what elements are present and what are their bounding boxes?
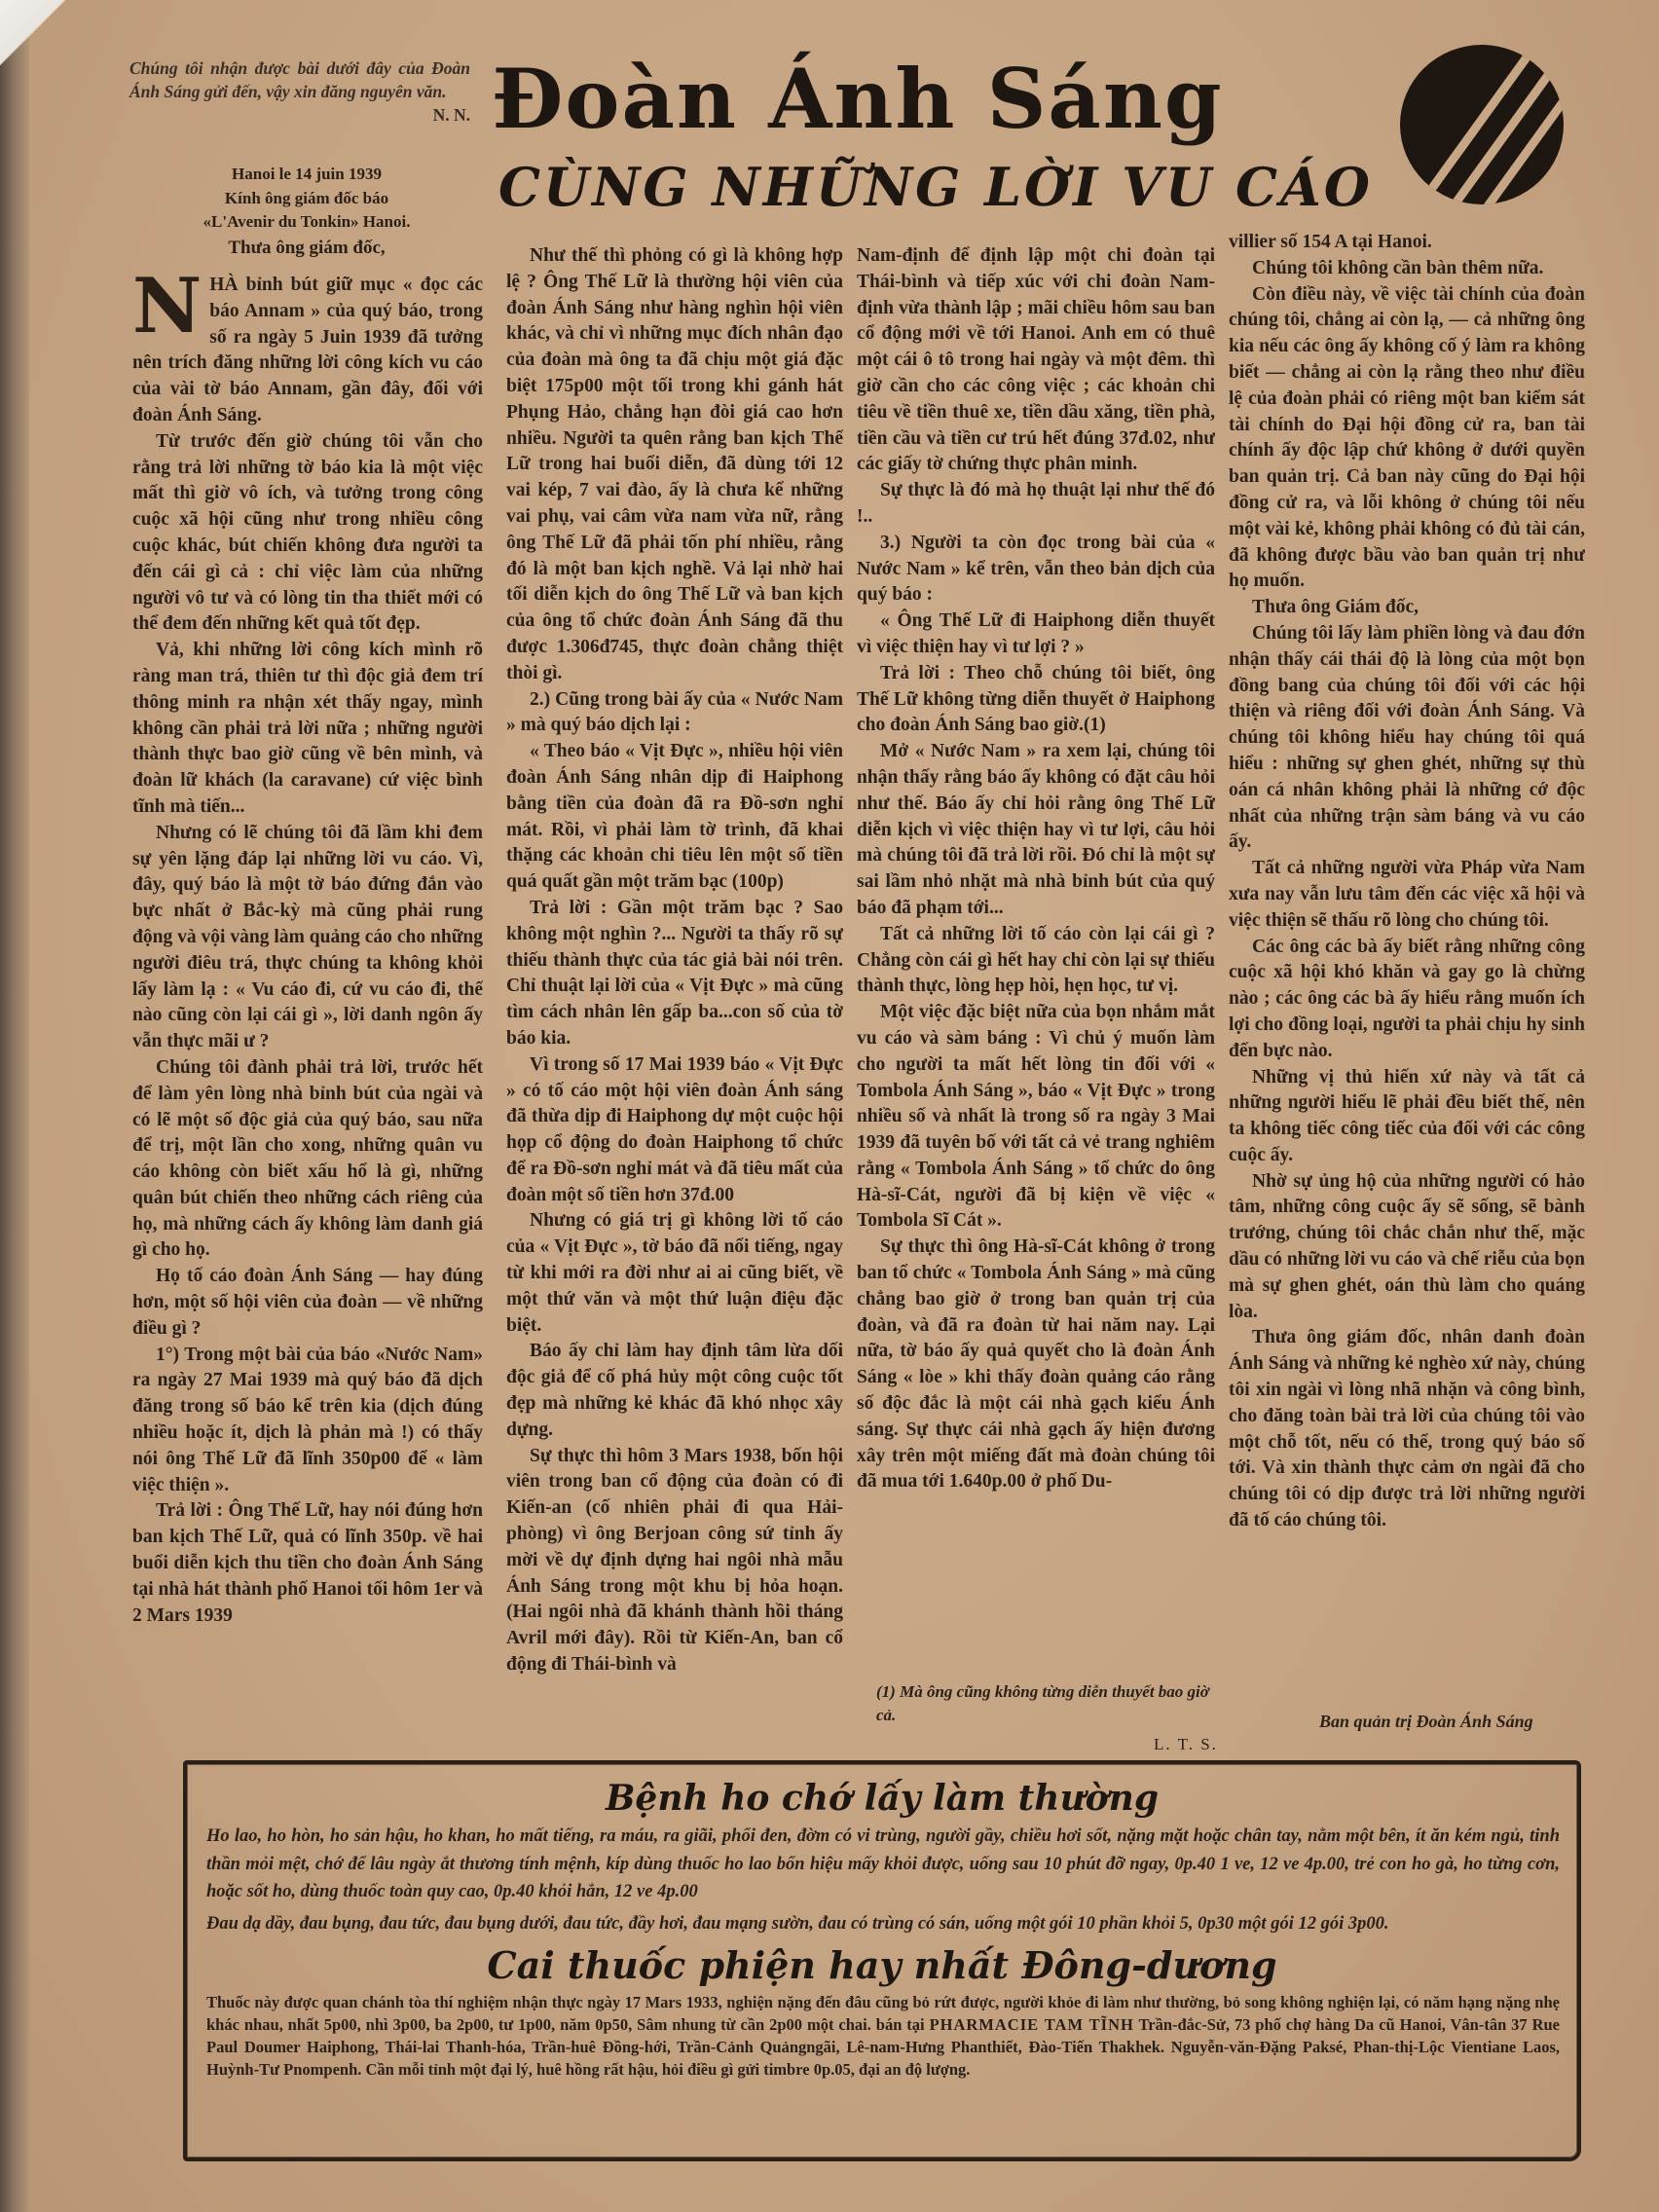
paragraph: « Ông Thế Lữ đi Haiphong diễn thuyết vì việc thiện hay vì tư lợi ? » [857,610,1215,657]
paragraph: Trả lời : Theo chỗ chúng tôi biết, ông Thế Lữ không từng diễn thuyết ở Haiphong cho đoàn Ánh Sáng bao giờ.(1) [857,662,1215,736]
paragraph: Vả, khi những lời công kích mình rõ ràng man trá, thiên tư thì độc giả đem trí thông minh ra nhận xét thấy ngay, mình không cần phải trả lời nữa ; những người thành thực bao giờ cũng về bên mình, và đoàn lữ khách (la caravane) cứ việc bình tĩnh mà tiến... [132,640,483,817]
footnote-signature: L. T. S. [1154,1735,1218,1753]
paragraph: 1°) Trong một bài của báo «Nước Nam» ra ngày 27 Mai 1939 mà quý báo đã dịch đăng trong số báo kể trên kia (dịch đúng nhiều hoặc ít, dịch là phản mà !) có thấy nói ông Thế Lữ đã lĩnh 350p00 để « làm việc thiện ». [132,1344,483,1495]
paragraph: Chúng tôi đành phải trả lời, trước hết để làm yên lòng nhà bỉnh bút của ngài và có lẽ một số độc giả của quý báo, sau nữa để trị, một lần cho xong, những quân vu cáo không còn biết xấu hổ là gì, những quân bút chiến theo những cách riêng của họ, mà những cách ấy không làm danh giá gì cho họ. [132,1056,483,1261]
paragraph: Còn điều này, về việc tài chính của đoàn chúng tôi, chẳng ai còn lạ, — cả những ông kia nếu các ông ấy không cố ý làm ra không biết — chẳng ai còn lạ rằng theo như điều lệ của đoàn phải có riêng một ban kiểm sát tài chính do Đại hội đồng cử ra, ban tài chính ấy độc lập chứ không ở dưới quyền ban quản trị. Cả ban này cũng do Đại hội đồng cử ra, và lỗi không ở chúng tôi nếu một vài kẻ, không phải không có đủ tài cán, đã không được bầu vào ban quản trị như họ muốn. [1229,283,1585,592]
paragraph: Thưa ông Giám đốc, [1252,597,1419,618]
paragraph: Thưa ông giám đốc, nhân danh đoàn Ánh Sáng và những kẻ nghèo xứ này, chúng tôi xin ngài vì lòng nhã nhặn và công bình, cho đăng toàn bài trả lời của chúng tôi vào một chỗ tốt, nếu có thể, trong quý báo số tới. Và xin thành thực cảm ơn ngài đã cho chúng tôi có dịp được trả lời những người đã tố cáo chúng tôi. [1229,1327,1585,1531]
ad-text-cough: Ho lao, ho hòn, ho sản hậu, ho khan, ho mất tiếng, ra máu, ra giãi, phổi đen, đờm có vi trùng, người gầy, chiều hơi sốt, nặng mặt hoặc chân tay, nằm một bên, ít ăn kém ngủ, tinh thần mỏi mệt, chớ để lâu ngày ắt thương tính mệnh, kíp dùng thuốc ho lao bổn hiệu mấy khỏi được, uống sau 10 phút đỡ ngay, 0p.40 1 ve, 12 ve 4p.00, trẻ con ho gà, ho từng cơn, hoặc sốt ho, dùng thuốc toàn quy cao, 0p.40 khỏi hẳn, 12 ve 4p.00 [206,1826,1560,1901]
page-corner-glare [0,0,107,107]
ad-text-stomach: Đau dạ dầy, đau bụng, đau tức, đau bụng dưới, đau tức, đầy hơi, đau mạng sườn, đau có trùng có sán, uống một gói 10 phần khỏi 5, 0p30 một gói 12 gói 3p00. [206,1913,1389,1934]
paragraph: Chúng tôi không cần bàn thêm nữa. [1252,257,1544,278]
anh-sang-logo-icon [1398,43,1566,206]
paragraph: villier số 154 A tại Hanoi. [1229,232,1432,252]
paragraph: Những vị thủ hiến xứ này và tất cả những người hiểu lẽ phải đều biết thế, nên ta không tiếc công tiếc của đối với các công cuộc ấy. [1229,1066,1585,1165]
drop-cap: N [132,273,203,350]
article-column-4 [1229,230,1585,1690]
headline-title: Đoàn Ánh Sáng [492,51,1224,147]
advertisement-box [183,1760,1581,2161]
paragraph: 3.) Người ta còn đọc trong bài của « Nước Nam » kể trên, vẫn theo bản dịch của quý báo : [857,532,1215,606]
footnote: (1) Mà ông cũng không từng diễn thuyết bao giờ cả. [876,1682,1209,1724]
paragraph: Tất cả những lời tố cáo còn lại cái gì ? Chẳng còn cái gì hết hay chỉ còn lại sự thiếu thành thực, lòng hẹp hòi, hẹn học, tư vị. [857,923,1215,997]
editor-note-signature: N. N. [432,105,470,125]
article-column-3 [857,243,1215,1671]
paragraph: 2.) Cũng trong bài ấy của « Nước Nam » mà quý báo dịch lại : [506,688,843,736]
paragraph: Nhưng có lẽ chúng tôi đã lầm khi đem sự yên lặng đáp lại những lời vu cáo. Vì, đây, quý báo là một tờ báo đứng đắn vào bực nhất ở Bắc-kỳ mà cũng phải rung động và vội vàng làm quảng cáo cho những người điêu trá, thực chúng ta không khỏi lấy làm lạ : « Vu cáo đi, cứ vu cáo đi, thế nào cũng còn lại cái gì », lời danh ngôn ấy vẫn thực mãi ư ? [132,822,483,1052]
paragraph: Sự thực thì ông Hà-sĩ-Cát không ở trong ban tổ chức « Tombola Ánh Sáng » mà cũng chẳng bao giờ ở trong ban quản trị của đoàn, và đã ra đoàn từ hai năm nay. Lại nữa, tờ báo ấy quả quyết cho là đoàn Ánh Sáng « lòe » khi thấy đoàn quảng cáo rằng số độc đắc là một cái nhà gạch kiểu Ánh sáng. Sự thực cái nhà gạch ấy hiện đương xây trên một miếng đất mà đoàn chúng tôi đã mua tới 1.640p.00 ở phố Du- [857,1236,1215,1493]
ad-title-cough: Bệnh ho chớ lấy làm thường [606,1778,1159,1819]
paragraph: Các ông các bà ấy biết rằng những công cuộc xã hội khó khăn và gay go là chừng nào ; các ông các bà ấy hiểu rằng muốn ích lợi cho đồng loại, người ta phải chịu hy sinh đến bực nào. [1229,936,1585,1061]
pharmacy-name: PHARMACIE TAM TĨNH [929,2015,1134,2034]
salutation: Thưa ông giám đốc, [228,238,386,258]
paragraph: Một việc đặc biệt nữa của bọn nhắm mắt vu cáo và sàm báng : Vì chủ ý muốn làm cho người ta mất hết lòng tin đối với « Tombola Ánh Sáng », báo « Vịt Đực » trong nhiều số và nhất là trong số ra ngày 3 Mai 1939 đã tuyên bố với tất cả vẻ trang nghiêm rằng « Tombola Ánh Sáng » tổ chức do ông Hà-sĩ-Cát, người đã bị kiện về việc « Tombola Sĩ Cát ». [857,1002,1215,1232]
paragraph: Nam-định để định lập một chi đoàn tại Thái-bình và tiếp xúc với chi đoàn Nam-định vừa thành lập ; mãi chiều hôm sau ban cổ động mới về tới Hanoi. Anh em có thuê một cái ô tô trong hai ngày và một đêm. thì giờ cần cho các công việc ; các khoản chi tiêu về tiền thuê xe, tiền dầu xăng, tiền phà, tiền cầu và tiền cư trú hết đúng 37đ.02, như các giấy tờ chứng thực phân minh. [857,245,1215,475]
paragraph: Trả lời : Ông Thế Lữ, hay nói đúng hơn ban kịch Thế Lữ, quả có lĩnh 350p. về hai buổi diễn kịch thu tiền cho đoàn Ánh Sáng tại nhà hát thành phố Hanoi tối hôm 1er và 2 Mars 1939 [132,1500,483,1626]
paragraph: Trả lời : Gần một trăm bạc ? Sao không một nghìn ?... Người ta thấy rõ sự thiếu thành thực của tác giả bài nói trên. Chỉ thuật lại lời của « Vịt Đực » mà cũng tìm cách nhân lên gấp ba...con số của tờ báo kia. [506,897,843,1049]
paragraph-text: HÀ bỉnh bút giữ mục « đọc các báo Annam » của quý báo, trong số ra ngày 5 Juin 1939 đã tưởng nên trích đăng những lời công kích vu cáo của vài tờ báo Annam, gần đây, đối với đoàn Ánh Sáng. [132,275,483,425]
ad-text-opium-a: Thuốc này được quan chánh tòa thí nghiệm nhận thực ngày 17 Mars 1933, nghiện nặng đến đâu cũng bỏ rứt được, người khỏe đi làm như thường, bỏ song không nghiện lại, có năm hạng nặng nhẹ khác nhau, nhất 5p00, nhì 3p00, ba 2p00, tư 1p00, năm 0p50, Sâm nhung từ cần 2p00 một chai. bán tại [206,1993,1560,2034]
addressee-line-1: Kính ông giám đốc báo [224,189,389,207]
article-column-2 [506,243,843,1754]
paragraph: Mở « Nước Nam » ra xem lại, chúng tôi nhận thấy rằng báo ấy không có đặt câu hỏi như thế. Báo ấy chỉ hỏi rằng ông Thế Lữ diễn kịch vì việc thiện hay vì tư lợi, câu hỏi mà chúng tôi đã trả lời rồi. Đó chỉ là một sự sai lầm nhỏ nhặt mà nhà bỉnh bút của quý báo đã phạm tới... [857,741,1215,918]
paragraph: Nhưng có giá trị gì không lời tố cáo của « Vịt Đực », tờ báo đã nổi tiếng, ngay từ khi mới ra đời như ai ai cũng biết, về một thứ văn và một thứ luận điệu đặc biệt. [506,1210,843,1336]
addressee-line-2: «L'Avenir du Tonkin» Hanoi. [203,212,411,231]
paragraph: Vì trong số 17 Mai 1939 báo « Vịt Đực » có tố cáo một hội viên đoàn Ánh sáng đã thừa dịp đi Haiphong dự một cuộc hội họp cổ động do đoàn Haiphong tổ chức để ra Đồ-sơn nghỉ mát và đã tiêu mất của đoàn một số tiền hơn 37đ.00 [506,1053,843,1205]
paragraph: « Theo báo « Vịt Đực », nhiều hội viên đoàn Ánh Sáng nhân dịp đi Haiphong bằng tiền của đoàn đã ra Đồ-sơn nghỉ mát. Rồi, vì phải làm tờ trình, đã khai thặng các khoản chi tiêu lên một số tiền quá quất gần một trăm bạc (100p) [506,741,843,893]
headline-subtitle: CÙNG NHỮNG LỜI VU CÁO [498,156,1373,218]
paragraph: Sự thực thì hôm 3 Mars 1938, bốn hội viên trong ban cổ động của đoàn có đi Kiến-an (cố nhiên phải đi qua Hải-phòng) vì ông Berjoan công sứ tỉnh ấy mời về dự định dựng hai ngôi nhà mẫu Ánh Sáng trong một khu bị hỏa hoạn. (Hai ngôi nhà đã khánh thành hồi tháng Avril mới đây). Rồi từ Kiến-An, ban cổ động đi Thái-bình và [506,1445,843,1676]
dateline: Hanoi le 14 juin 1939 [232,165,382,183]
ad-title-opium: Cai thuốc phiện hay nhất Đông-dương [487,1943,1277,1987]
paragraph: Từ trước đến giờ chúng tôi vẫn cho rằng trả lời những tờ báo kia là một việc mất thì giờ vô ích, và tưởng trong công cuộc xã hội cũng như trong nhiều công cuộc khác, bút chiến không đưa người ta đến cái gì cả : chỉ việc làm của những người vô tư và có lòng tin tha thiết mới có thể đem đến những kết quả tốt đẹp. [132,430,483,635]
ad-text-opium-b: Trần-đắc-Sử, 73 phố chợ hàng Da cũ Hanoi, Vân-tân 37 Rue Paul Doumer Haiphong, Thái-lai Thanh-hóa, Trần-huê Đồng-hới, Trần-Cảnh Quảngngãi, Lê-nam-Hưng Phanthiết, Đào-Tiến Thakhek. Nguyễn-văn-Đặng Paksé, Phan-thị-Lộc Vientiane Laos, Huỳnh-Tư Pnompenh. Cần mỗi tỉnh một đại lý, huê hồng rất hậu, hỏi điều gì gửi timbre 0p.05, đại an độ lượng. [206,2015,1561,2079]
letter-head [131,162,482,261]
article-signature: Ban quản trị Đoàn Ánh Sáng [1319,1712,1533,1731]
paragraph: Họ tố cáo đoàn Ánh Sáng — hay đúng hơn, một số hội viên của đoàn — về những điều gì ? [132,1266,483,1339]
page-binding-edge [0,0,29,2212]
paragraph [132,273,483,429]
paragraph: Báo ấy chỉ làm hay định tâm lừa dối độc giả để cố phá hủy một công cuộc tốt đẹp mà những kẻ khác đã khó nhọc xây dựng. [506,1341,843,1440]
ad-text-opium [206,1991,1560,2081]
editor-note-text: Chúng tôi nhận được bài dưới đây của Đoàn Ánh Sáng gửi đến, vậy xin đăng nguyên văn. [129,58,470,101]
paragraph: Tất cả những người vừa Pháp vừa Nam xưa nay vẫn lưu tâm đến các việc xã hội và việc thiện sẽ thấu rõ lòng cho chúng tôi. [1229,858,1585,931]
editor-note [129,56,470,127]
article-column-1 [132,273,483,1754]
paragraph: Sự thực là đó mà họ thuật lại như thế đó !.. [857,480,1215,527]
paragraph: Nhờ sự ủng hộ của những người có hảo tâm, những công cuộc ấy sẽ sống, sẽ bành trướng, chúng tôi chắc chắn như thế, mặc dầu có những lời vu cáo và chế riễu của bọn mà sự ghen ghét, oán thù làm cho quáng lòa. [1229,1170,1585,1322]
paragraph: Như thế thì phỏng có gì là không hợp lệ ? Ông Thế Lữ là thường hội viên của đoàn Ánh Sáng như hàng nghìn hội viên khác, và chỉ vì những mục đích nhân đạo của đoàn mà ông ta đã chịu một giá đặc biệt 175p00 một tối trong khi gánh hát Phụng Hảo, chẳng hạn đòi giá cao hơn nhiều. Người ta quên rằng ban kịch Thế Lữ trong hai buổi diễn, đã dùng tới 12 vai kép, 7 vai đào, ấy là chưa kể những vai phụ, vai câm vừa nam vừa nữ, rằng ông Thế Lữ đã phải tốn phí nhiều, rằng đó là một ban kịch nghề. Vả lại nhờ hai tối diễn kịch do ông Thế Lữ và ban kịch của ông tổ chức đoàn Ánh Sáng đã thu được 1.306đ745, thực đoàn chẳng thiệt thòi gì. [506,245,843,683]
paragraph: Chúng tôi lấy làm phiền lòng và đau đớn nhận thấy cái thái độ là lòng của một bọn đồng bang của chúng tôi đối với các hội thiện và riêng đối với đoàn Ánh Sáng. Và chúng tôi không hiểu hay chúng tôi quá hiểu : những sự ghen ghét, những sự thù oán cá nhân không phải là những cớ độc nhất của những trận sàm báng và vu cáo ấy. [1229,622,1585,853]
